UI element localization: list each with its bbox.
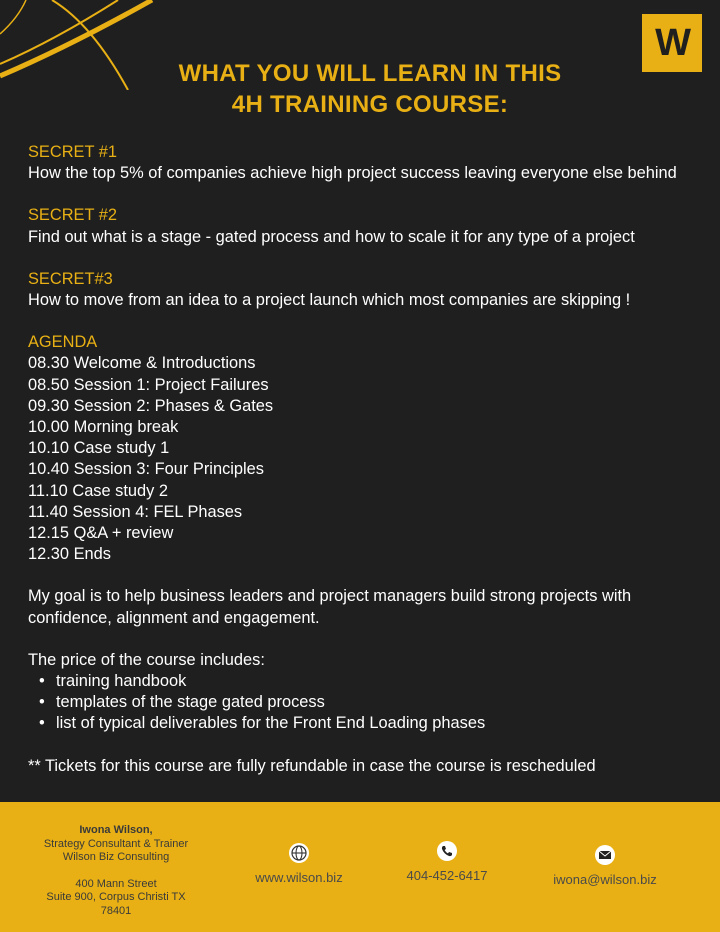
agenda-item: 10.00 Morning break — [28, 418, 179, 437]
course-content — [28, 142, 708, 777]
agenda-item: 08.30 Welcome & Introductions — [28, 354, 256, 373]
price-item: • list of typical deliverables for the Front End Loading phases — [56, 713, 708, 734]
agenda-item: 11.10 Case study 2 — [28, 481, 169, 500]
secret-3 — [28, 269, 708, 311]
secret-label: SECRET #1 — [28, 143, 117, 161]
contact-name: Iwona Wilson, — [79, 824, 153, 836]
agenda-item: 08.50 Session 1: Project Failures — [28, 375, 269, 394]
title-line-1: WHAT YOU WILL LEARN IN THIS — [178, 60, 562, 87]
website-link[interactable]: www.wilson.biz — [255, 870, 343, 885]
secret-text: How to move from an idea to a project launch which most companies are skipping ! — [28, 291, 631, 310]
globe-icon — [288, 842, 310, 864]
price-item: • training handbook — [56, 671, 708, 692]
page-title — [0, 58, 720, 120]
agenda-label: AGENDA — [28, 333, 98, 352]
secret-label: SECRET#3 — [28, 269, 113, 288]
price-list — [28, 671, 708, 735]
agenda-item: 11.40 Session 4: FEL Phases — [28, 502, 243, 521]
agenda-item: 10.10 Case study 1 — [28, 439, 170, 458]
contact-company: Wilson Biz Consulting — [62, 851, 170, 863]
secret-1 — [28, 142, 708, 184]
footer-address-block — [20, 824, 212, 918]
secret-text: Find out what is a stage - gated process and how to scale it for any type of a project — [28, 227, 635, 246]
footer-phone[interactable] — [386, 840, 508, 883]
secret-text: How the top 5% of companies achieve high project success leaving everyone else behind — [28, 164, 677, 183]
phone-icon — [436, 840, 458, 862]
footer-bar — [0, 802, 720, 932]
price-item: • templates of the stage gated process — [56, 692, 708, 713]
agenda-item: 10.40 Session 3: Four Principles — [28, 460, 264, 479]
price-section — [28, 650, 708, 735]
logo-letter: W — [655, 22, 689, 64]
price-intro: The price of the course includes: — [28, 650, 265, 669]
secret-2 — [28, 205, 708, 247]
email-link[interactable]: iwona@wilson.biz — [553, 872, 657, 887]
agenda — [28, 332, 708, 565]
address-line-3: 78401 — [100, 904, 132, 917]
agenda-item: 12.15 Q&A + review — [28, 524, 174, 543]
contact-role: Strategy Consultant & Trainer — [43, 837, 189, 850]
footer-website[interactable] — [238, 842, 360, 885]
secret-label: SECRET #2 — [28, 206, 117, 225]
envelope-icon — [594, 844, 616, 866]
goal-text: My goal is to help business leaders and project managers build strong projects with confidence, alignment and engagement. — [28, 587, 632, 627]
address-line-1: 400 Mann Street — [75, 877, 157, 890]
phone-number[interactable]: 404-452-6417 — [406, 868, 488, 883]
title-line-2: 4H TRAINING COURSE: — [231, 91, 509, 118]
agenda-item: 09.30 Session 2: Phases & Gates — [28, 396, 274, 415]
agenda-item: 12.30 Ends — [28, 545, 111, 564]
address-line-2: Suite 900, Corpus Christi TX — [46, 891, 186, 903]
footer-email[interactable] — [540, 844, 670, 887]
refund-note: ** Tickets for this course are fully refundable in case the course is rescheduled — [28, 756, 596, 775]
